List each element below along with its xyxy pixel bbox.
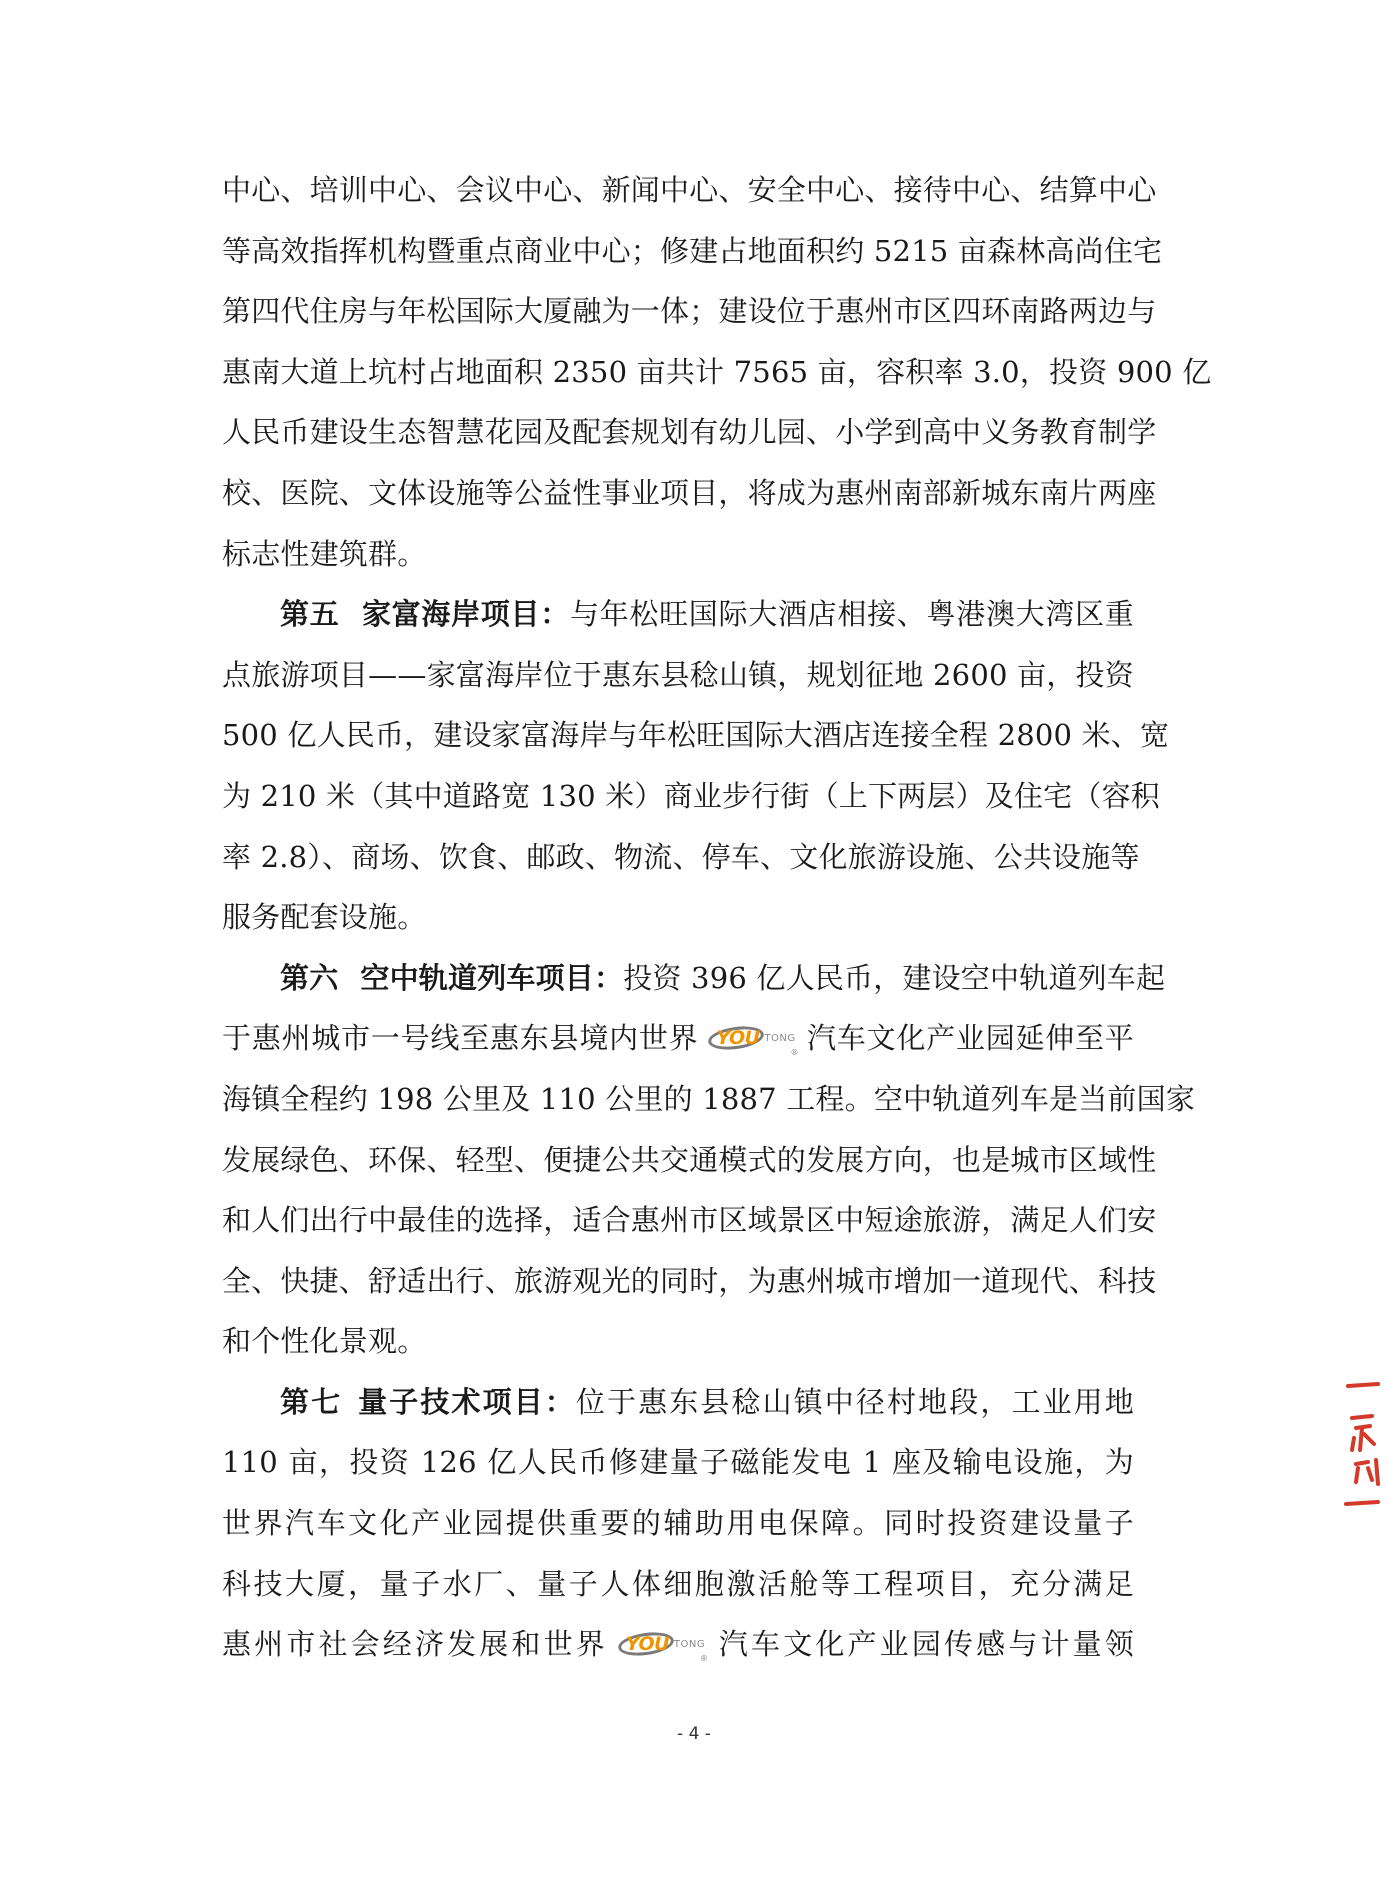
section-6-title: 空中轨道列车项目： (360, 960, 624, 995)
section-7-text-before-logo: 惠州市社会经济发展和世界 (222, 1627, 608, 1662)
section-5-number: 第五 (280, 597, 340, 632)
paragraph-line: 人民币建设生态智慧花园及配套规划有幼儿园、小学到高中义务教育制学 (222, 415, 1157, 450)
section-5-text: 与年松旺国际大酒店相接、粤港澳大湾区重 (569, 597, 1134, 632)
paragraph-line: 为 210 米（其中道路宽 130 米）商业步行街（上下两层）及住宅（容积 (222, 778, 1160, 813)
paragraph-line: 海镇全程约 198 公里及 110 公里的 1887 工程。空中轨道列车是当前国家 (222, 1081, 1196, 1116)
paragraph-line: 惠南大道上坑村占地面积 2350 亩共计 7565 亩，容积率 3.0，投资 900 亿 (222, 354, 1212, 389)
paragraph-line: 服务配套设施。 (222, 900, 427, 935)
paragraph-line: 校、医院、文体设施等公益性事业项目，将成为惠州南部新城东南片两座 (222, 475, 1157, 510)
section-7-title: 量子技术项目： (356, 1384, 576, 1419)
section-7-number: 第七 (280, 1384, 343, 1419)
section-7-logo-line (222, 1614, 1134, 1675)
section-6-number: 第六 (280, 960, 339, 995)
section-6-logo-line (222, 1008, 1134, 1069)
paragraph-line: 世界汽车文化产业园提供重要的辅助用电保障。同时投资建设量子 (222, 1506, 1134, 1541)
paragraph-line: 率 2.8）、商场、饮食、邮政、物流、停车、文化旅游设施、公共设施等 (222, 839, 1140, 874)
section-6-text-before-logo: 于惠州城市一号线至惠东县境内世界 (222, 1021, 699, 1056)
paragraph-line: 发展绿色、环保、轻型、便捷公共交通模式的发展方向，也是城市区域性 (222, 1142, 1157, 1177)
paragraph-line: 500 亿人民币，建设家富海岸与年松旺国际大酒店连接全程 2800 米、宽 (222, 718, 1170, 753)
paragraph-line: 和个性化景观。 (222, 1324, 427, 1359)
paragraph-line: 全、快捷、舒适出行、旅游观光的同时，为惠州城市增加一道现代、科技 (222, 1263, 1157, 1298)
paragraph-line: 中心、培训中心、会议中心、新闻中心、安全中心、接待中心、结算中心 (222, 173, 1157, 207)
paragraph-line: 点旅游项目——家富海岸位于惠东县稔山镇，规划征地 2600 亩，投资 (222, 657, 1134, 692)
section-6-text-after-logo: 汽车文化产业园延伸至平 (806, 1021, 1135, 1056)
section-7-first-line (222, 1372, 1134, 1433)
youtong-logo-icon: YOU TONG ® (614, 1628, 710, 1658)
paragraph-line: 科技大厦，量子水厂、量子人体细胞激活舱等工程项目，充分满足 (222, 1566, 1134, 1601)
section-5-title: 家富海岸项目： (361, 597, 570, 632)
document-body (222, 160, 1212, 1675)
section-5-first-line (222, 584, 1134, 645)
section-6-first-line (222, 948, 1166, 1009)
paragraph-line: 第四代住房与年松国际大厦融为一体；建设位于惠州市区四环南路两边与 (222, 294, 1157, 329)
paragraph-line: 等高效指挥机构暨重点商业中心；修建占地面积约 5215 亩森林高尚住宅 (222, 233, 1163, 268)
section-7-text: 位于惠东县稔山镇中径村地段，工业用地 (575, 1384, 1134, 1419)
youtong-logo-icon: YOU TONG ® (704, 1022, 800, 1052)
page-number: - 4 - (677, 1724, 711, 1744)
section-6-text: 投资 396 亿人民币，建设空中轨道列车起 (623, 960, 1166, 995)
paragraph-line: 标志性建筑群。 (222, 536, 427, 571)
section-7-text-after-logo: 汽车文化产业园传感与计量领 (715, 1627, 1134, 1662)
seal-stamp-icon (1342, 1380, 1382, 1540)
paragraph-line: 和人们出行中最佳的选择，适合惠州市区域景区中短途旅游，满足人们安 (222, 1203, 1157, 1238)
paragraph-line: 110 亩，投资 126 亿人民币修建量子磁能发电 1 座及输电设施，为 (222, 1445, 1134, 1480)
